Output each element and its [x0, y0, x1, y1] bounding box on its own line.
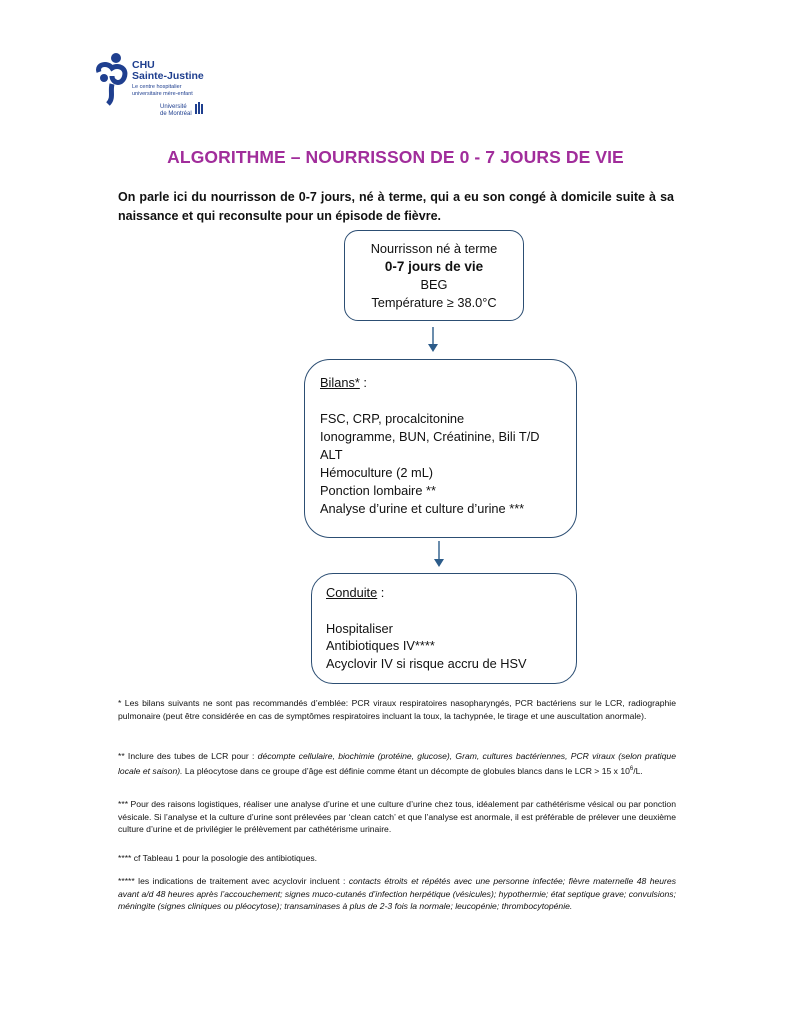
chu-logo-mark-icon [94, 52, 130, 106]
footnote-2-body: La pléocytose dans ce groupe d’âge est définie comme étant un décompte de globules blancs dans le LCR > 15 x 10 [182, 765, 630, 776]
footnote-5-lead: ***** les indications de traitement avec acyclovir incluent : [118, 876, 349, 886]
logo-university-line1: Université [160, 104, 187, 110]
bilans-heading-colon: : [359, 375, 367, 390]
arrow-down-icon [433, 541, 445, 568]
criteria-line-age: 0-7 jours de vie [384, 259, 484, 274]
footnote-3: *** Pour des raisons logistiques, réaliser une analyse d’urine et une culture d’urine chez tous, idéalement par cathétérisme vésical ou par ponction vésicale. Si l’analyse et la culture d’urine sont prélevées par ‘clean catch’ et que l’analyse est anormale, il est préférable de prélever une deuxième culture d’urine et de privilégier le prélèvement par cathétérisme urinaire. [118, 799, 676, 835]
logo-tagline: Le centre hospitalier universitaire mère-enfant [132, 84, 193, 97]
footnote-2-lead: ** Inclure des tubes de LCR pour : [118, 751, 258, 761]
bilans-item: Hémoculture (2 mL) [320, 465, 434, 480]
patient-criteria-box [344, 230, 524, 321]
footnote-5 [118, 875, 676, 913]
footnote-2 [118, 750, 676, 777]
footnote-5-italic: contacts étroits et répétés avec une personne infectée; fièvre maternelle 48 heures avant a/d 48 heures après l’accouchement; signes muco-cutanés d’infection herpétique (vésicules); hypothermie; état septique grave; convulsions; méningite (signes cliniques ou pléocytose); transaminases à plus de 2-3 fois la normale; leucopénie; thrombocytopénie. [118, 876, 676, 912]
logo-university [160, 104, 192, 118]
logo-university-line2: de Montréal [160, 111, 192, 117]
footnote-4: **** cf Tableau 1 pour la posologie des antibiotiques. [118, 853, 318, 863]
logo-brand-line1: CHU [132, 59, 155, 71]
bilans-item: FSC, CRP, procalcitonine [320, 411, 465, 426]
bilans-heading [320, 374, 576, 392]
bilans-heading-label: Bilans* [320, 375, 360, 390]
criteria-line-temperature: Température ≥ 38.0°C [371, 295, 497, 310]
bilans-box [304, 359, 577, 538]
footnote-1: * Les bilans suivants ne sont pas recommandés d’emblée: PCR viraux respiratoires nasopharyngés, PCR bactériens sur le LCR, radiographie pulmonaire (peut être considérée en cas de symptômes respiratoires incluant la toux, la tachypnée, le tirage et une auscultation anormale). [118, 698, 676, 721]
chu-sainte-justine-logo [94, 48, 214, 124]
conduite-item: Antibiotiques IV**** [326, 638, 435, 653]
criteria-line-beg: BEG [420, 277, 448, 292]
footnote-2-exponent: 6 [629, 765, 634, 772]
conduite-heading-colon: : [377, 585, 385, 600]
bilans-item: Ponction lombaire ** [320, 483, 436, 498]
arrow-down-icon [427, 327, 439, 353]
footnote-2-unit: /L. [633, 765, 643, 776]
page-title: ALGORITHME – NOURRISSON DE 0 - 7 JOURS DE VIE [167, 147, 624, 167]
logo-brand-line2: Sainte-Justine [132, 70, 204, 82]
intro-paragraph: On parle ici du nourrisson de 0-7 jours, né à terme, qui a eu son congé à domicile suite à sa naissance et qui reconsulte pour un épisode de fièvre. [118, 190, 674, 223]
conduite-heading [326, 584, 576, 602]
conduite-box [311, 573, 577, 684]
conduite-heading-label: Conduite [326, 585, 378, 600]
bilans-item: ALT [320, 447, 343, 462]
bilans-item: Ionogramme, BUN, Créatinine, Bili T/D [320, 429, 540, 444]
conduite-item: Acyclovir IV si risque accru de HSV [326, 655, 527, 671]
criteria-line-term: Nourrisson né à terme [370, 241, 498, 256]
bilans-item: Analyse d’urine et culture d’urine *** [320, 501, 525, 516]
footnote-2-italic: décompte cellulaire, biochimie (protéine, glucose), Gram, cultures bactériennes, PCR viraux (selon pratique locale et saison). [118, 751, 676, 776]
universite-mark-icon [194, 102, 204, 116]
conduite-item: Hospitaliser [326, 620, 393, 636]
logo-brand [132, 60, 204, 82]
